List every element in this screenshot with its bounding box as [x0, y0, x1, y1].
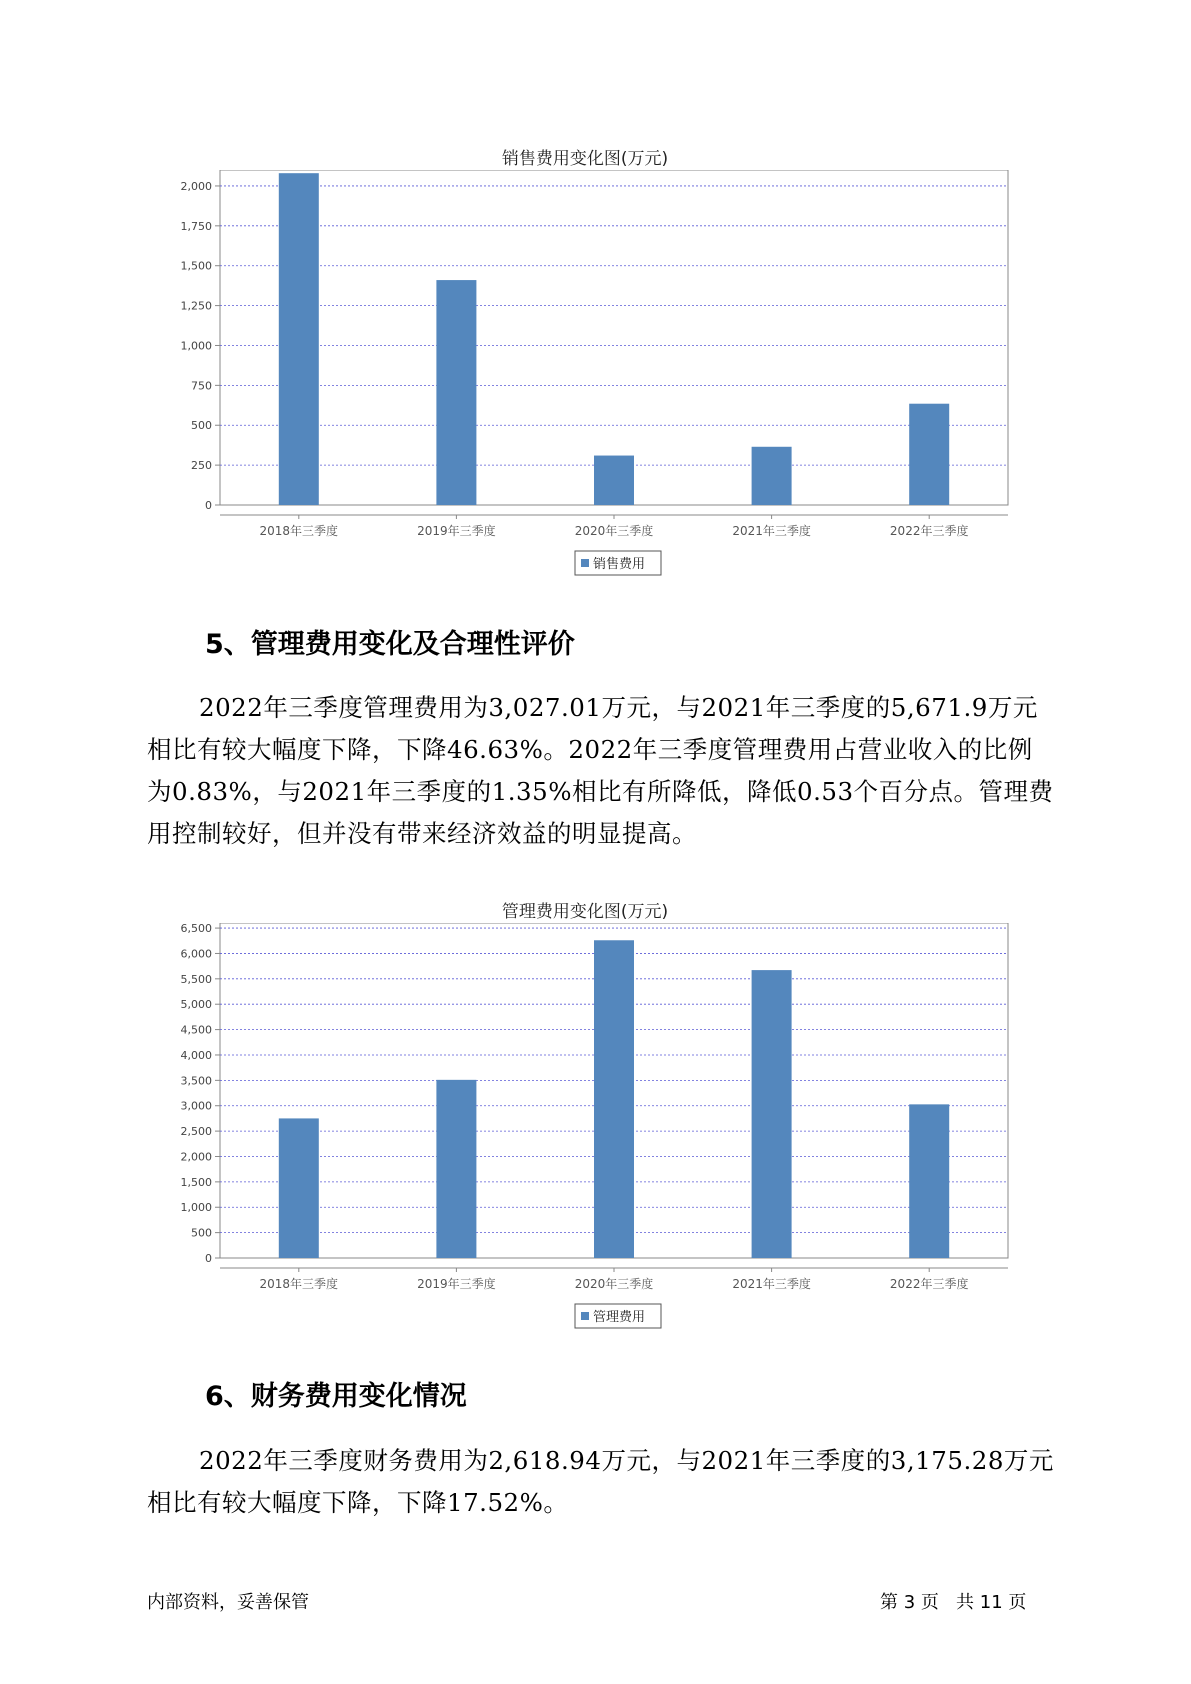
section-5-heading: 5、管理费用变化及合理性评价: [205, 629, 575, 660]
legend-label: 销售费用: [593, 557, 646, 572]
chart-title: 销售费用变化图(万元): [501, 149, 669, 169]
y-tick-label: 0: [205, 499, 212, 512]
y-tick-label: 0: [205, 1252, 212, 1265]
x-tick-label: 2021年三季度: [732, 1277, 811, 1291]
section-6-paragraph: 2022年三季度财务费用为2,618.94万元，与2021年三季度的3,175.28万元相比有较大幅度下降，下降17.52%。: [147, 1446, 1054, 1517]
bar: [909, 1104, 949, 1258]
y-tick-label: 1,500: [180, 259, 212, 273]
plot-area: [220, 170, 1008, 505]
bar: [752, 447, 792, 505]
footer-page-number: 第 3 页 共 11 页: [880, 1592, 1027, 1613]
sales-expense-chart: [150, 140, 1020, 580]
bar: [279, 1118, 319, 1258]
y-tick-label: 1,750: [180, 219, 212, 233]
y-tick-label: 1,000: [180, 339, 212, 353]
x-tick-label: 2022年三季度: [889, 1277, 969, 1291]
x-tick-label: 2022年三季度: [889, 524, 969, 538]
y-tick-label: 4,000: [180, 1048, 212, 1062]
bar: [279, 173, 319, 505]
legend-swatch: [581, 1312, 589, 1320]
y-tick-label: 500: [191, 1226, 212, 1240]
bar: [752, 970, 792, 1258]
x-tick-label: 2020年三季度: [574, 524, 654, 538]
y-tick-label: 3,500: [180, 1074, 212, 1088]
y-tick-label: 2,500: [180, 1125, 212, 1139]
y-tick-label: 6,500: [180, 923, 212, 936]
y-tick-label: 2,000: [180, 1150, 212, 1164]
section-6-heading: 6、财务费用变化情况: [205, 1381, 467, 1412]
footer-left: 内部资料，妥善保管: [147, 1592, 309, 1613]
legend-swatch: [581, 559, 589, 567]
chart-title: 管理费用变化图(万元): [501, 902, 669, 922]
bar: [909, 404, 949, 505]
y-tick-label: 6,000: [180, 947, 212, 961]
bar: [594, 456, 634, 505]
x-tick-label: 2018年三季度: [259, 524, 339, 538]
y-tick-label: 3,000: [180, 1099, 212, 1113]
bar: [594, 940, 634, 1258]
x-tick-label: 2020年三季度: [574, 1277, 654, 1291]
x-tick-label: 2018年三季度: [259, 1277, 339, 1291]
y-tick-label: 5,000: [180, 998, 212, 1012]
x-tick-label: 2019年三季度: [417, 524, 496, 538]
bar: [436, 280, 476, 505]
y-tick-label: 500: [191, 419, 212, 433]
legend-label: 管理费用: [593, 1310, 646, 1325]
y-tick-label: 1,250: [180, 299, 212, 313]
admin-expense-chart-svg: [150, 923, 1020, 1333]
x-tick-label: 2021年三季度: [732, 524, 811, 538]
section-5-paragraph: 2022年三季度管理费用为3,027.01万元，与2021年三季度的5,671.9万元相比有较大幅度下降，下降46.63%。2022年三季度管理费用占营业收入的比例为0.83%，与2021年三季度的1.35%相比有所降低，降低0.53个百分点。管理费用控制较好，但并没有带来经济效益的明显提高。: [147, 693, 1054, 848]
y-tick-label: 2,000: [180, 179, 212, 193]
x-tick-label: 2019年三季度: [417, 1277, 496, 1291]
admin-expense-chart: [150, 893, 1020, 1333]
y-tick-label: 5,500: [180, 972, 212, 986]
sales-expense-chart-svg: [150, 170, 1020, 580]
y-tick-label: 4,500: [180, 1023, 212, 1037]
bar: [436, 1080, 476, 1258]
y-tick-label: 1,000: [180, 1201, 212, 1215]
y-tick-label: 250: [191, 459, 212, 473]
y-tick-label: 1,500: [180, 1175, 212, 1189]
y-tick-label: 750: [191, 379, 212, 393]
